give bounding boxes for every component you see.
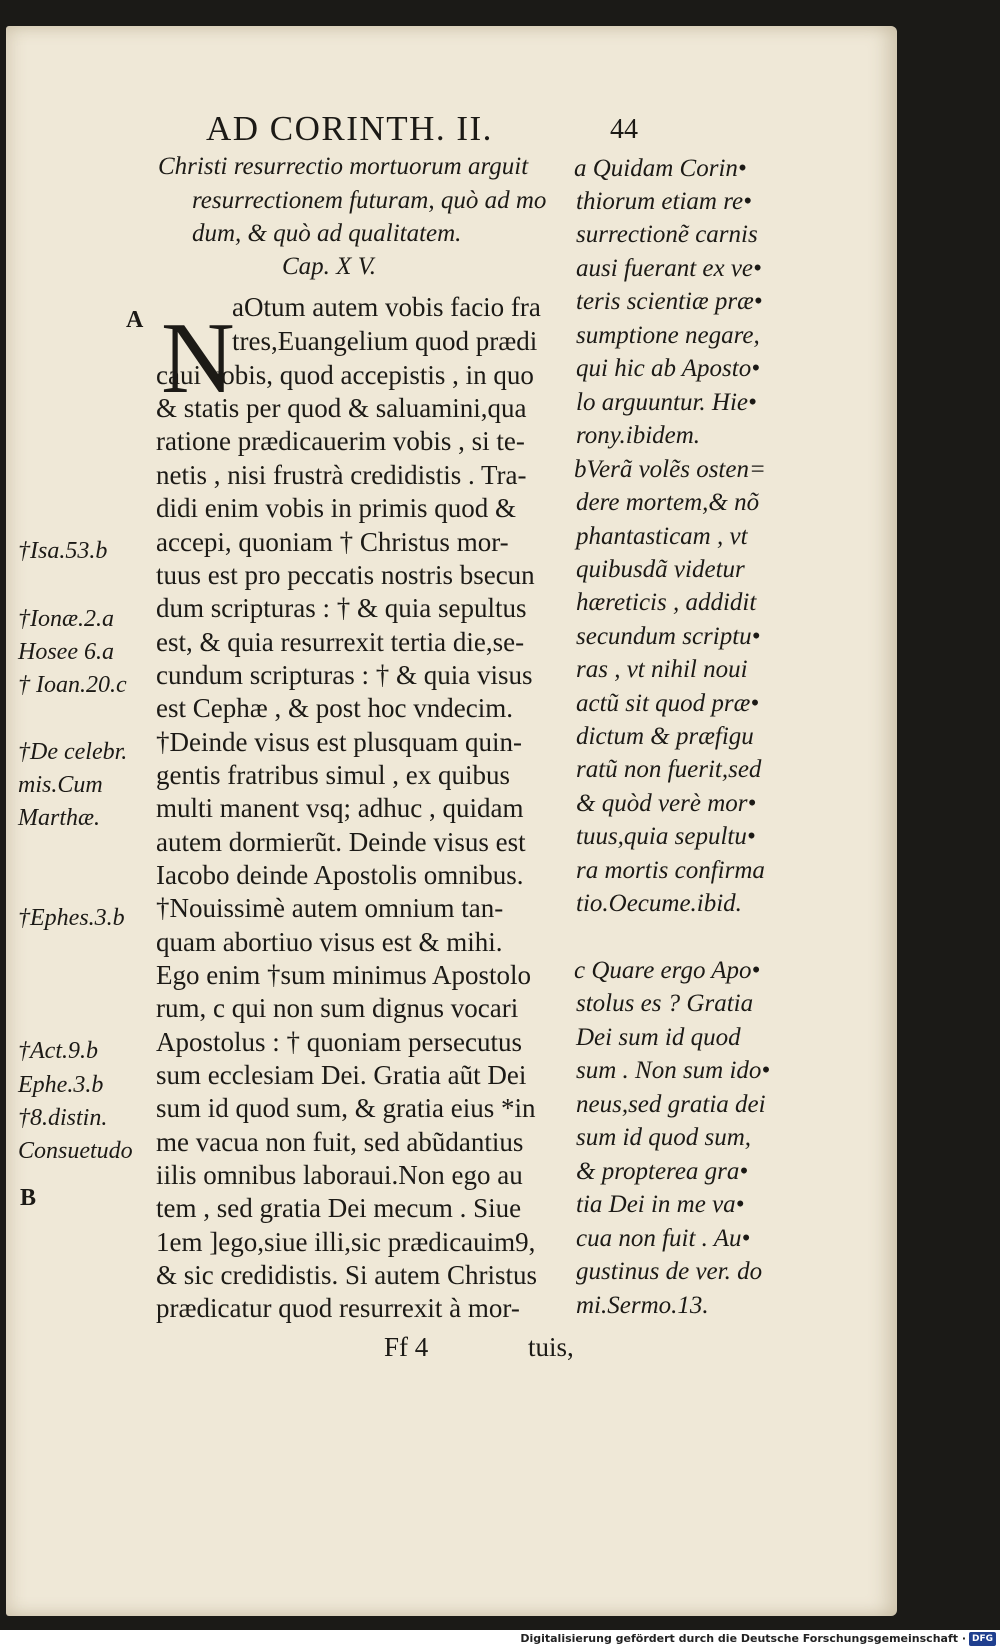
margin-reference: †Ionæ.2.a — [18, 606, 114, 632]
section-letter: B — [20, 1185, 37, 1211]
margin-reference: †8.distin. — [18, 1105, 108, 1131]
gloss-line: quibusdã videtur — [576, 556, 745, 583]
text-line: †Nouissimè autem omnium tan- — [156, 893, 504, 923]
footer-bar — [0, 1630, 1000, 1649]
margin-reference: Consuetudo — [18, 1138, 133, 1164]
margin-reference: Marthæ. — [18, 805, 101, 831]
dfg-logo: DFG — [969, 1632, 996, 1646]
gloss-line: cua non fuit . Au• — [576, 1225, 751, 1252]
gloss-line: qui hic ab Aposto• — [576, 355, 760, 382]
gloss-line: phantasticam , vt — [576, 523, 748, 550]
margin-reference: †Ephes.3.b — [18, 905, 125, 931]
text-line: cundum scripturas : † & quia visus — [156, 660, 533, 690]
drop-cap: N — [161, 302, 235, 415]
catchword: tuis, — [528, 1332, 574, 1362]
gloss-line: lo arguuntur. Hie• — [576, 389, 757, 416]
margin-reference: Ephe.3.b — [18, 1072, 104, 1098]
margin-reference: †De celebr. — [18, 739, 128, 765]
gloss-line: mi.Sermo.13. — [576, 1292, 709, 1319]
text-line: †Deinde visus est plusquam quin- — [156, 727, 522, 757]
footer-credit: Digitalisierung gefördert durch die Deutsche Forschungsgemeinschaft · — [520, 1632, 966, 1645]
gloss-line: surrectionẽ carnis — [576, 221, 758, 248]
gloss-line: bVerã volẽs osten= — [574, 456, 766, 483]
text-line: didi enim vobis in primis quod & — [156, 493, 517, 523]
text-line: 1em ]ego,siue illi,sic prædicauim9, — [156, 1227, 536, 1257]
gloss-line: & propterea gra• — [576, 1158, 749, 1185]
text-line: est Cephæ , & post hoc vndecim. — [156, 693, 513, 723]
text-line: gentis fratribus simul , ex quibus — [156, 760, 510, 790]
text-line: iilis omnibus laboraui.Non ego au — [156, 1160, 523, 1190]
gloss-line: actũ sit quod præ• — [576, 690, 760, 717]
gloss-line: teris scientiæ præ• — [576, 288, 763, 315]
text-line: caui vobis, quod accepistis , in quo — [156, 360, 534, 390]
text-line: sum ecclesiam Dei. Gratia aũt Dei — [156, 1060, 527, 1090]
text-line: dum scripturas : † & quia sepultus — [156, 593, 527, 623]
text-line: Ego enim †sum minimus Apostolo — [156, 960, 532, 990]
text-line: est, & quia resurrexit tertia die,se- — [156, 627, 525, 657]
text-line: quam abortiuo visus est & mihi. — [156, 927, 503, 957]
gloss-line: neus,sed gratia dei — [576, 1091, 766, 1118]
margin-reference: †Isa.53.b — [18, 538, 108, 564]
page-number: 44 — [610, 114, 638, 145]
summary-line: resurrectionem futuram, quò ad mo — [192, 187, 547, 214]
gloss-line: c Quare ergo Apo• — [574, 957, 761, 984]
text-line: accepi, quoniam † Christus mor- — [156, 527, 509, 557]
margin-reference: mis.Cum — [18, 772, 103, 798]
chapter-heading: Cap. X V. — [282, 253, 376, 280]
gloss-line: gustinus de ver. do — [576, 1258, 763, 1285]
text-line: rum, c qui non sum dignus vocari — [156, 993, 519, 1023]
running-title: AD CORINTH. II. — [206, 109, 493, 148]
gloss-line: tia Dei in me va• — [576, 1191, 745, 1218]
margin-reference: Hosee 6.a — [18, 639, 114, 665]
gloss-line: tio.Oecume.ibid. — [576, 890, 742, 917]
gloss-line: sum . Non sum ido• — [576, 1057, 771, 1084]
text-line: multi manent vsq; adhuc , quidam — [156, 793, 524, 823]
gloss-line: Dei sum id quod — [576, 1024, 741, 1051]
text-line: me vacua non fuit, sed abũdantius — [156, 1127, 524, 1157]
gloss-line: ra mortis confirma — [576, 857, 765, 884]
summary-line: dum, & quò ad qualitatem. — [192, 220, 462, 247]
gloss-line: a Quidam Corin• — [574, 155, 747, 182]
gloss-line: dere mortem,& nõ — [576, 489, 760, 516]
signature-mark: Ff 4 — [384, 1332, 429, 1362]
text-line: tres,Euangelium quod prædi — [232, 326, 538, 356]
text-line: tuus est pro peccatis nostris bsecun — [156, 560, 535, 590]
text-line: sum id quod sum, & gratia eius *in — [156, 1093, 536, 1123]
text-line: Apostolus : † quoniam persecutus — [156, 1027, 522, 1057]
text-line: prædicatur quod resurrexit à mor- — [156, 1293, 520, 1323]
text-line: ratione prædicauerim vobis , si te- — [156, 426, 525, 456]
gloss-line: ausi fuerant ex ve• — [576, 255, 762, 282]
gloss-line: tuus,quia sepultu• — [576, 823, 756, 850]
text-line: netis , nisi frustrà credidistis . Tra- — [156, 460, 527, 490]
gloss-line: dictum & præfigu — [576, 723, 754, 750]
text-line: tem , sed gratia Dei mecum . Siue — [156, 1193, 522, 1223]
gloss-line: sumptione negare, — [576, 322, 760, 349]
summary-line: Christi resurrectio mortuorum arguit — [158, 153, 529, 180]
text-line: autem dormierũt. Deinde visus est — [156, 827, 526, 857]
book-page — [6, 26, 897, 1616]
gloss-line: secundum scriptu• — [576, 623, 761, 650]
section-letter: A — [126, 307, 144, 333]
gloss-line: rony.ibidem. — [576, 422, 701, 449]
text-line: Iacobo deinde Apostolis omnibus. — [156, 860, 524, 890]
gloss-line: hæreticis , addidit — [576, 589, 757, 616]
gloss-line: & quòd verè mor• — [576, 790, 757, 817]
margin-reference: † Ioan.20.c — [18, 672, 127, 698]
gloss-line: stolus es ? Gratia — [576, 990, 754, 1017]
gloss-line: ras , vt nihil noui — [576, 656, 748, 683]
gloss-line: sum id quod sum, — [576, 1124, 752, 1151]
gloss-line: thiorum etiam re• — [576, 188, 752, 215]
gloss-line: ratũ non fuerit,sed — [576, 756, 762, 783]
margin-reference: †Act.9.b — [18, 1038, 98, 1064]
text-line: & sic credidistis. Si autem Christus — [156, 1260, 537, 1290]
text-line: aOtum autem vobis facio fra — [232, 292, 541, 322]
text-line: & statis per quod & saluamini,qua — [156, 393, 527, 423]
